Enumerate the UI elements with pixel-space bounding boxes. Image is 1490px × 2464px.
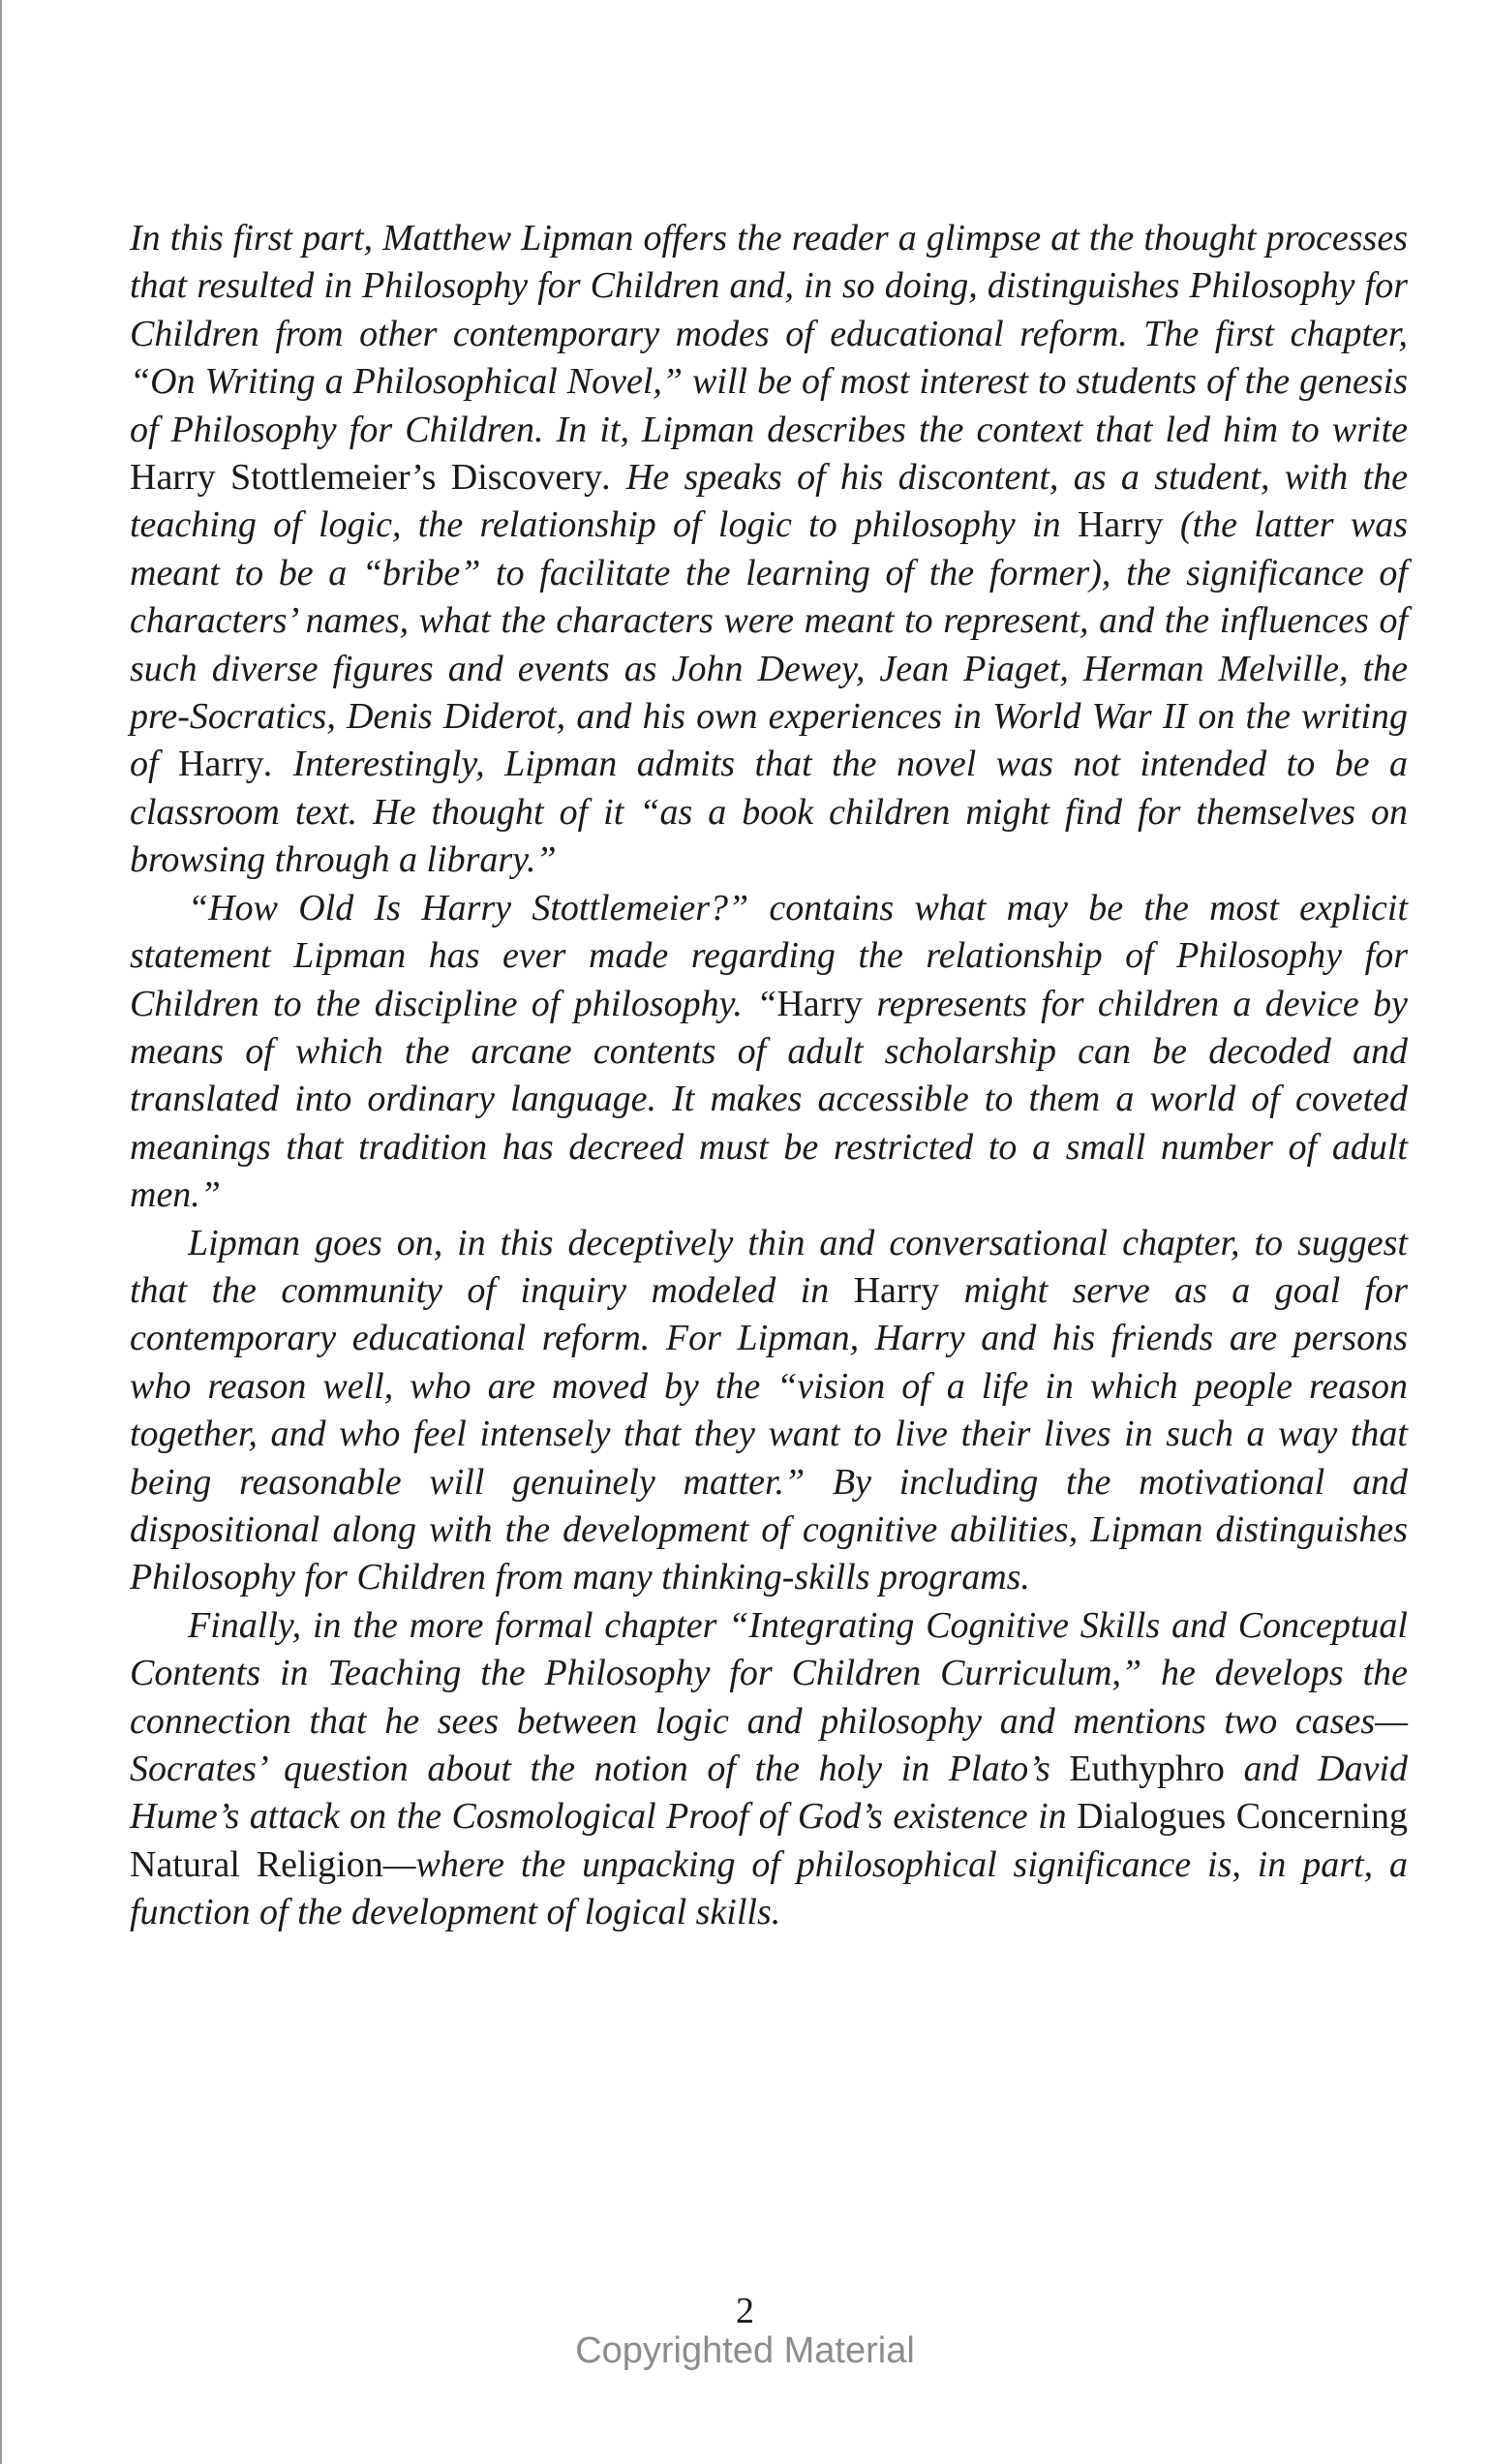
book-title-run: Dialogues Concerning Natural Religion [130, 1796, 1408, 1885]
paragraph-run: and David Hume’s attack on the Cosmological Proof of God’s existence in [130, 1749, 1408, 1838]
paragraph-1 [130, 215, 1408, 885]
paragraph-run: In this first part, Matthew Lipman offers the reader a glimpse at the thought processes that resulted in Philosophy for Children and, in so doing, distinguishes Philosophy for Children from other contemporary modes of educational reform. The first chapter, “On Writing a Philosophical Novel,” will be of most interest to students of the genesis of Philosophy for Children. In it, Lipman describes the context that led him to write [130, 218, 1408, 450]
paragraph-run: —where the unpacking of philosophical significance is, in part, a function of the development of logical skills. [130, 1843, 1408, 1933]
body-text [130, 215, 1408, 1937]
paragraph-2 [130, 885, 1408, 1220]
paragraph-run: . He speaks of his discontent, as a student, with the teaching of logic, the relationship of logic to philosophy in [130, 457, 1409, 546]
paragraph-run: represents for children a device by means of which the arcane contents of adult scholarship can be decoded and translated into ordinary language. It makes accessible to them a world of coveted meanings that tradition has decreed must be restricted to a small number of adult men.” [130, 983, 1408, 1216]
paragraph-3 [130, 1220, 1408, 1602]
paragraph-run: Finally, in the more formal chapter “Integrating Cognitive Skills and Conceptual Contents in Teaching the Philosophy for Children Curriculum,” he develops the connection that he sees between logic and philosophy and mentions two cases—Socrates’ question about the notion of the holy in Plato’s [130, 1604, 1408, 1789]
book-title-run: Harry [1077, 504, 1164, 546]
book-title-run: Harry [853, 1269, 940, 1311]
book-title-run: Euthyphro [1069, 1749, 1225, 1789]
book-title-run: Harry [776, 983, 863, 1024]
paragraph-run: . Interestingly, Lipman admits that the novel was not intended to be a classroom text. He thought of it “as a book children might find for themselves on browsing through a library.” [130, 744, 1409, 881]
page-number: 2 [736, 2291, 754, 2331]
paragraph-4 [130, 1602, 1408, 1937]
paragraph-run: Lipman goes on, in this deceptively thin and conversational chapter, to suggest that the community of inquiry modeled in [130, 1222, 1408, 1311]
paragraph-run: might serve as a goal for contemporary educational reform. For Lipman, Harry and his friends are persons who reason well, who are moved by the “vision of a life in which people reason together, and who feel intensely that they want to live their lives in such a way that being reasonable will genuinely matter.” By including the motivational and dispositional along with the development of cognitive abilities, Lipman distinguishes Philosophy for Children from many thinking-skills programs. [130, 1269, 1408, 1598]
page-left-edge [0, 0, 2, 2464]
book-title-run: Harry Stottlemeier’s Discovery [130, 457, 602, 499]
book-title-run: Harry [178, 744, 264, 785]
paragraph-run: “How Old Is Harry Stottlemeier?” contains what may be the most explicit statement Lipman has ever made regarding the relationship of Philosophy for Children to the discipline of philosophy. “ [130, 887, 1408, 1024]
paragraph-run: (the latter was meant to be a “bribe” to facilitate the learning of the former), the significance of characters’ names, what the characters were meant to represent, and the influences of such diverse figures and events as John Dewey, Jean Piaget, Herman Melville, the pre-Socratics, Denis Diderot, and his own experiences in World War II on the writing of [130, 504, 1409, 785]
copyright-watermark: Copyrighted Material [575, 2330, 915, 2371]
